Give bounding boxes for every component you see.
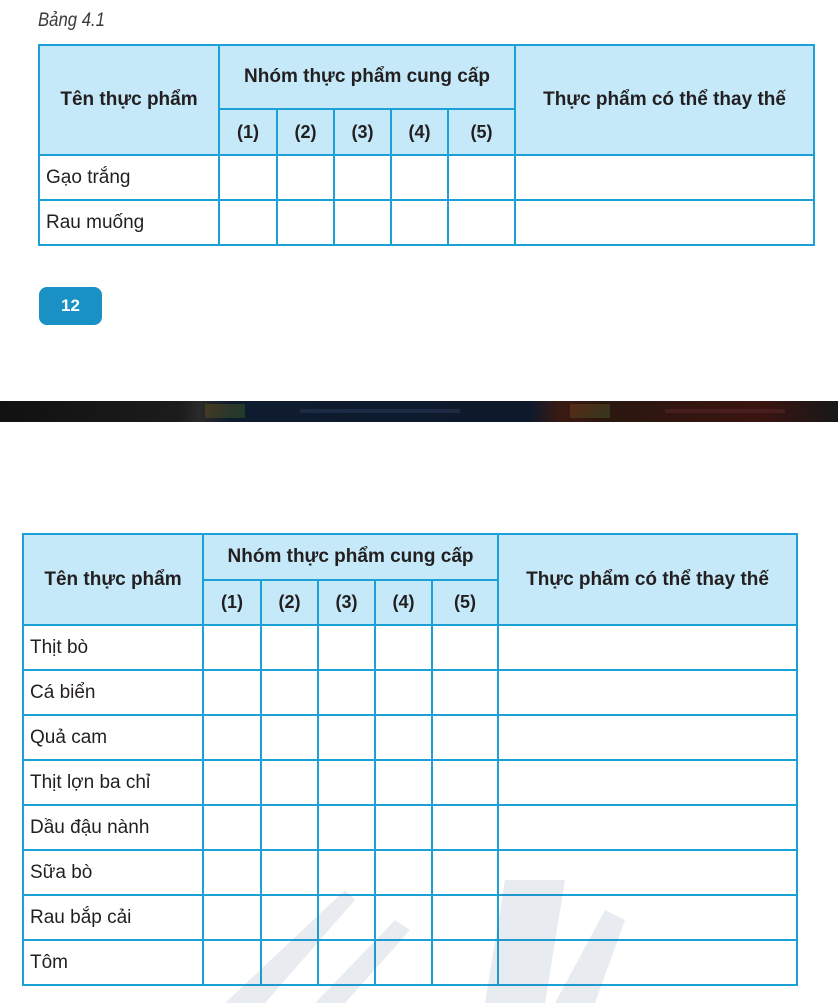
group-cell[interactable] — [375, 940, 432, 985]
header-group-5: (5) — [448, 109, 515, 155]
group-cell[interactable] — [375, 670, 432, 715]
group-cell[interactable] — [318, 670, 375, 715]
table-row — [39, 200, 814, 245]
table-row — [23, 850, 797, 895]
group-cell[interactable] — [261, 715, 318, 760]
group-cell[interactable] — [432, 760, 498, 805]
group-cell[interactable] — [203, 670, 261, 715]
header-substitute: Thực phẩm có thể thay thế — [515, 45, 814, 155]
food-name: Tôm — [23, 940, 203, 985]
group-cell[interactable] — [219, 200, 277, 245]
group-cell[interactable] — [261, 940, 318, 985]
group-cell[interactable] — [432, 940, 498, 985]
substitute-cell[interactable] — [498, 670, 797, 715]
group-cell[interactable] — [375, 760, 432, 805]
book-cover-thumb — [570, 404, 610, 418]
group-cell[interactable] — [203, 625, 261, 670]
group-cell[interactable] — [277, 155, 334, 200]
group-cell[interactable] — [318, 625, 375, 670]
group-cell[interactable] — [432, 715, 498, 760]
book-cover-thumb — [205, 404, 245, 418]
group-cell[interactable] — [203, 805, 261, 850]
group-cell[interactable] — [448, 155, 515, 200]
group-cell[interactable] — [203, 940, 261, 985]
header-group-5: (5) — [432, 580, 498, 625]
substitute-cell[interactable] — [498, 850, 797, 895]
group-cell[interactable] — [318, 895, 375, 940]
substitute-cell[interactable] — [515, 200, 814, 245]
group-cell[interactable] — [391, 200, 448, 245]
header-food-group: Nhóm thực phẩm cung cấp — [219, 45, 515, 109]
substitute-cell[interactable] — [498, 805, 797, 850]
table-row — [23, 760, 797, 805]
group-cell[interactable] — [261, 670, 318, 715]
food-name: Sữa bò — [23, 850, 203, 895]
food-table-1 — [38, 44, 815, 246]
group-cell[interactable] — [391, 155, 448, 200]
group-cell[interactable] — [219, 155, 277, 200]
table-row — [23, 715, 797, 760]
group-cell[interactable] — [432, 625, 498, 670]
group-cell[interactable] — [432, 850, 498, 895]
header-group-3: (3) — [334, 109, 391, 155]
table-row — [23, 895, 797, 940]
food-name: Quả cam — [23, 715, 203, 760]
header-group-1: (1) — [219, 109, 277, 155]
group-cell[interactable] — [277, 200, 334, 245]
table-row — [23, 625, 797, 670]
food-table-2 — [22, 533, 798, 986]
food-name: Dầu đậu nành — [23, 805, 203, 850]
header-group-3: (3) — [318, 580, 375, 625]
header-group-2: (2) — [277, 109, 334, 155]
group-cell[interactable] — [375, 715, 432, 760]
group-cell[interactable] — [261, 625, 318, 670]
group-cell[interactable] — [375, 850, 432, 895]
group-cell[interactable] — [261, 805, 318, 850]
header-group-2: (2) — [261, 580, 318, 625]
group-cell[interactable] — [334, 155, 391, 200]
group-cell[interactable] — [203, 895, 261, 940]
food-name: Rau muống — [39, 200, 219, 245]
group-cell[interactable] — [432, 670, 498, 715]
group-cell[interactable] — [318, 940, 375, 985]
header-food-name: Tên thực phẩm — [39, 45, 219, 155]
group-cell[interactable] — [261, 850, 318, 895]
book-title-strip — [665, 409, 785, 413]
substitute-cell[interactable] — [498, 895, 797, 940]
table-caption: Bảng 4.1 — [38, 10, 105, 31]
group-cell[interactable] — [261, 760, 318, 805]
header-group-4: (4) — [375, 580, 432, 625]
page-separator-strip — [0, 401, 838, 422]
substitute-cell[interactable] — [498, 760, 797, 805]
group-cell[interactable] — [261, 895, 318, 940]
group-cell[interactable] — [318, 760, 375, 805]
table-row — [39, 155, 814, 200]
group-cell[interactable] — [318, 850, 375, 895]
group-cell[interactable] — [318, 715, 375, 760]
group-cell[interactable] — [432, 805, 498, 850]
page-number-badge: 12 — [39, 287, 102, 325]
table-row — [23, 805, 797, 850]
group-cell[interactable] — [203, 715, 261, 760]
substitute-cell[interactable] — [515, 155, 814, 200]
group-cell[interactable] — [318, 805, 375, 850]
book-title-strip — [300, 409, 460, 413]
food-name: Thịt lợn ba chỉ — [23, 760, 203, 805]
group-cell[interactable] — [375, 895, 432, 940]
group-cell[interactable] — [334, 200, 391, 245]
group-cell[interactable] — [203, 850, 261, 895]
group-cell[interactable] — [203, 760, 261, 805]
header-food-group: Nhóm thực phẩm cung cấp — [203, 534, 498, 580]
header-group-1: (1) — [203, 580, 261, 625]
substitute-cell[interactable] — [498, 715, 797, 760]
group-cell[interactable] — [375, 805, 432, 850]
group-cell[interactable] — [448, 200, 515, 245]
table-row — [23, 940, 797, 985]
food-name: Thịt bò — [23, 625, 203, 670]
food-name: Rau bắp cải — [23, 895, 203, 940]
group-cell[interactable] — [432, 895, 498, 940]
header-substitute: Thực phẩm có thể thay thế — [498, 534, 797, 625]
header-group-4: (4) — [391, 109, 448, 155]
substitute-cell[interactable] — [498, 625, 797, 670]
food-name: Gạo trắng — [39, 155, 219, 200]
food-name: Cá biển — [23, 670, 203, 715]
header-food-name: Tên thực phẩm — [23, 534, 203, 625]
table-row — [23, 670, 797, 715]
substitute-cell[interactable] — [498, 940, 797, 985]
group-cell[interactable] — [375, 625, 432, 670]
